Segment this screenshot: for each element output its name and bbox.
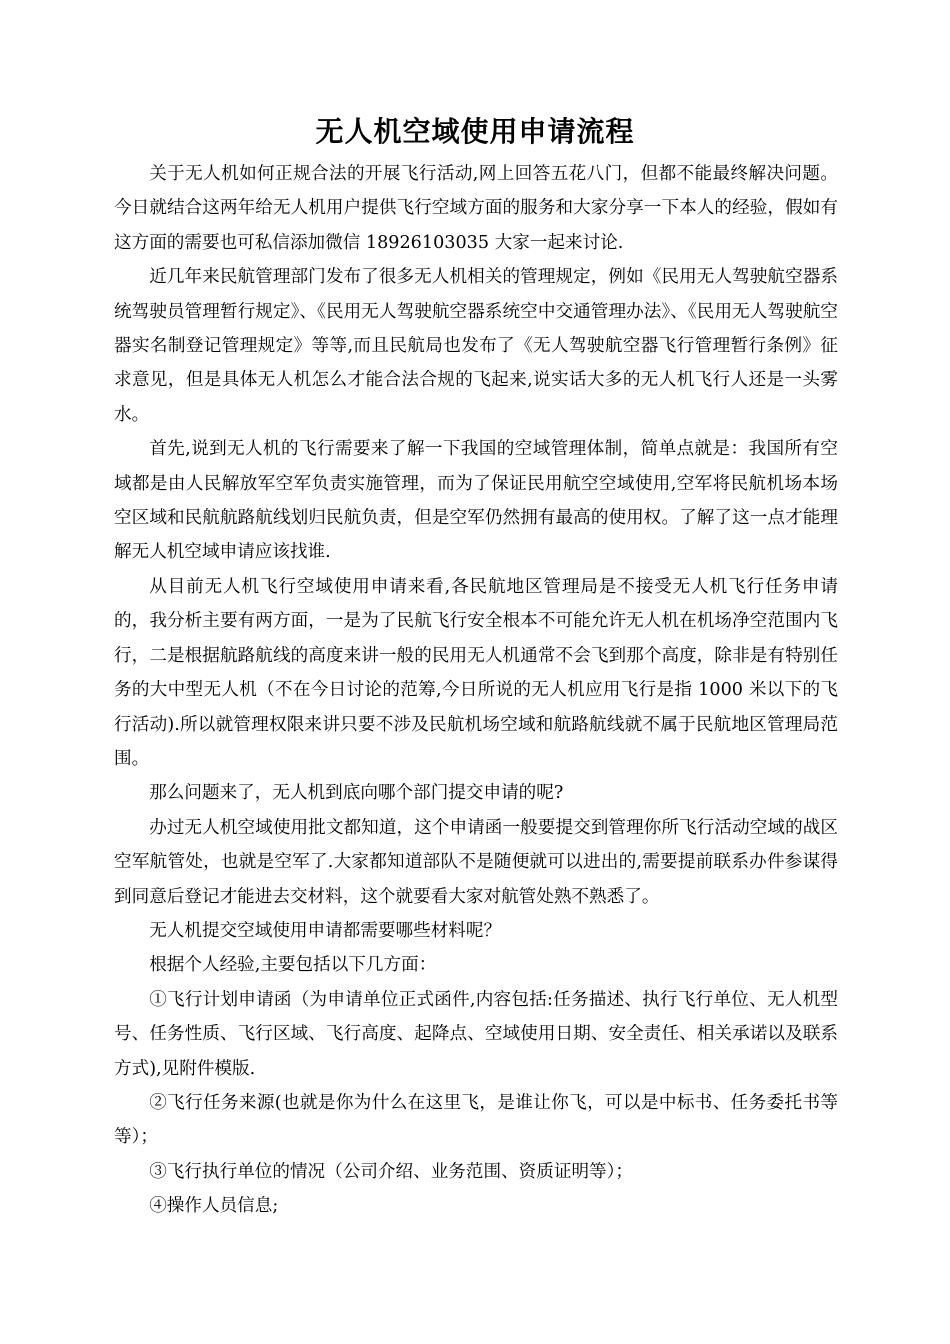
paragraph-question-materials: 无人机提交空域使用申请都需要哪些材料呢？ [149, 920, 502, 941]
document-body [114, 157, 838, 1224]
list-item-operator-personnel: ④操作人员信息; [149, 1196, 279, 1217]
paragraph-airspace-system: 首先,说到无人机的飞行需要来了解一下我国的空域管理体制，简单点就是：我国所有空域都是由人民解放军空军负责实施管理，而为了保证民用航空空域使用,空军将民航机场本场空区域和民航航路航线划归民航负责，但是空军仍然拥有最高的使用权。了解了这一点才能理解无人机空域申请应该找谁. [114, 439, 838, 563]
paragraph-question-department: 那么问题来了，无人机到底向哪个部门提交申请的呢? [149, 783, 564, 804]
list-item-operator-company: ③飞行执行单位的情况（公司介绍、业务范围、资质证明等）； [149, 1161, 634, 1182]
paragraph-civil-aviation-scope: 从目前无人机飞行空域使用申请来看,各民航地区管理局是不接受无人机飞行任务申请的，我分析主要有两方面，一是为了民航飞行安全根本不可能允许无人机在机场净空范围内飞行，二是根据航路航线的高度来讲一般的民用无人机通常不会飞到那个高度，除非是有特别任务的大中型无人机（不在今日讨论的范筹,今日所说的无人机应用飞行是指 1000 米以下的飞行活动).所以就管理权限来讲只要不涉及民航机场空域和航路航线就不属于民航地区管理局范围。 [114, 576, 838, 769]
list-item-task-source: ②飞行任务来源(也就是你为什么在这里飞，是谁让你飞，可以是中标书、任务委托书等等）； [114, 1092, 838, 1148]
list-item-flight-plan: ①飞行计划申请函（为申请单位正式函件,内容包括:任务描述、执行飞行单位、无人机型号、任务性质、飞行区域、飞行高度、起降点、空域使用日期、安全责任、相关承诺以及联系方式),见附件模版. [114, 989, 838, 1079]
paragraph-regulations: 近几年来民航管理部门发布了很多无人机相关的管理规定，例如《民用无人驾驶航空器系统驾驶员管理暂行规定》、《民用无人驾驶航空器系统空中交通管理办法》、《民用无人驾驶航空器实名制登记管理规定》等等,而且民航局也发布了《无人驾驶航空器飞行管理暂行条例》征求意见，但是具体无人机怎么才能合法合规的飞起来,说实话大多的无人机飞行人还是一头雾水。 [114, 267, 838, 425]
paragraph-intro: 关于无人机如何正规合法的开展飞行活动,网上回答五花八门，但都不能最终解决问题。今日就结合这两年给无人机用户提供飞行空域方面的服务和大家分享一下本人的经验，假如有这方面的需要也可私信添加微信 18926103035 大家一起来讨论. [114, 164, 838, 253]
paragraph-materials-intro: 根据个人经验,主要包括以下几方面： [149, 955, 437, 976]
paragraph-air-force-office: 办过无人机空域使用批文都知道，这个申请函一般要提交到管理你所飞行活动空域的战区空军航管处，也就是空军了.大家都知道部队不是随便就可以进出的,需要提前联系办件参谋得到同意后登记才能进去交材料，这个就要看大家对航管处熟不熟悉了。 [114, 817, 838, 907]
document-title: 无人机空域使用申请流程 [315, 115, 635, 148]
